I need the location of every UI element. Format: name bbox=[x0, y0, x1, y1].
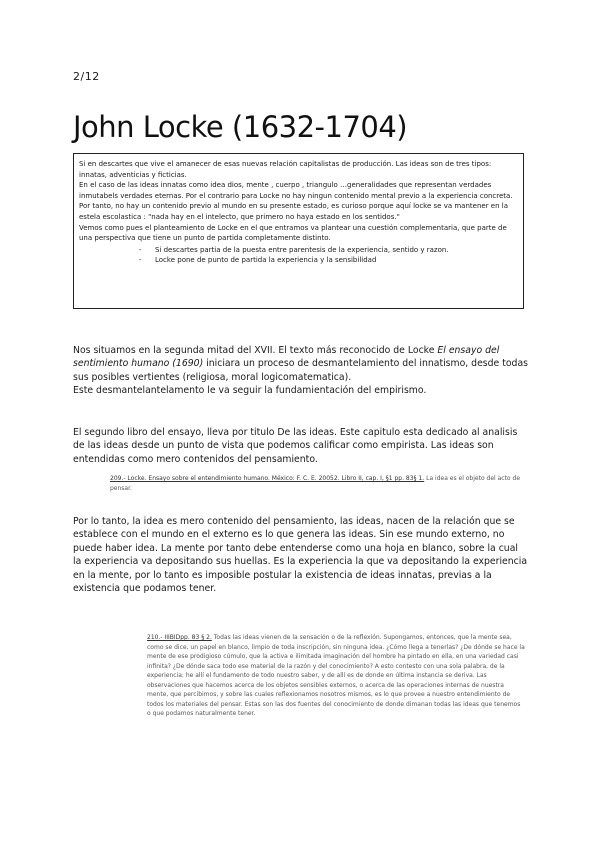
paragraph-text: iniciara un proceso de desmantelamiento del innatismo, desde todas sus posibles vertientes (religiosa, moral logicomatematica). bbox=[73, 358, 529, 383]
footnote-reference: 210.- IIIBIDpp. 83 § 2. bbox=[147, 634, 212, 641]
footnote-210 bbox=[147, 633, 525, 719]
page-number: 2/12 bbox=[73, 70, 100, 83]
summary-box bbox=[73, 153, 524, 309]
footnote-reference: 209.- Locke. Ensayo sobre el entendimiento humano. México: F. C. E. 20052. Libro II, cap. I, §1 pp. 83§ 1. bbox=[110, 475, 425, 482]
summary-paragraph-1: Si en descartes que vive el amanecer de esas nuevas relación capitalistas de producción. Las ideas son de tres tipos: innatas, adventicias y ficticias. bbox=[79, 160, 492, 179]
summary-paragraph-3: Vemos como pues el planteamiento de Locke en el que entramos va plantear una cuestión complementaria, que parte de una perspectiva que tiene un punto de partida completamente distinto. bbox=[79, 223, 507, 243]
book-title: El ensayo del sentimiento humano (1690) bbox=[73, 345, 500, 370]
footnote-text: Todas las ideas vienen de la sensación o de la reflexión. Supongamos, entonces, que la mente sea, como se dice, un papel en blanco, limpio de toda inscripción, sin ninguna idea. ¿Cómo llega a tenerlas? ¿De dónde se hace la mente de ese prodigioso cúmulo, que la activa e ilimitada imaginación del hombre ha pintado en ella, en una variedad casi infinita? ¿De dónde saca todo ese material de la razón y del conocimiento? A esto contesto con una sola palabra, de la experiencia: he allí el fundamento de todo nuestro saber, y de allí es de donde en última instancia se deriva. Las observaciones que hacemos acerca de los objetos sensibles externos, o acerca de las operaciones internas de nuestra mente, que percibimos, y sobre las cuales reflexionamos nosotros mismos, es lo que provee a nuestro entendimiento de todos los materiales del pensar. Estas son las dos fuentes del conocimiento de donde dimanan todas las ideas que tenemos o que podamos naturalmente tener. bbox=[147, 634, 525, 717]
summary-paragraph-2: En el caso de las ideas innatas como idea dios, mente , cuerpo , triangulo …generalidades que representan verdades inmutabels verdades eternas. Por el contrario para Locke no hay ningun contenido mental previo a la experiencia concreta. Por tanto, no hay un contenido previo al mundo en su presente estado, es curioso porque aquí locke se va mantener en la estela escolastica : "nada hay en el intelecto, que primero no haya estado en los sentidos." bbox=[79, 181, 513, 221]
body-paragraph-3: Por lo tanto, la idea es mero contenido del pensamiento, las ideas, nacen de la relación que se establece con el mundo en el externo es lo que genera las ideas. Sin ese mundo externo, no puede haber idea. La mente por tanto debe entenderse como una hoja en blanco, sobre la cual la experiencia va depositando sus huellas. Es la experiencia la que va depositando la experiencia en la mente, por lo tanto es imposible postular la existencia de ideas innatas, previas a la existencia que podamos tener. bbox=[73, 516, 528, 595]
footnote-209 bbox=[110, 474, 525, 493]
footnote-text: La idea es el objeto del acto de pensar. bbox=[110, 475, 521, 492]
summary-bullet-2: - Locke pone de punto de partida la experiencia y la sensibilidad bbox=[79, 255, 518, 266]
summary-bullet-list bbox=[79, 245, 518, 266]
body-paragraph-1 bbox=[73, 344, 528, 398]
paragraph-text: Este desmantelantelamento le va seguir la fundamientación del empirismo. bbox=[73, 385, 427, 397]
paragraph-text: Nos situamos en la segunda mitad del XVII. El texto más reconocido de Locke bbox=[73, 345, 438, 356]
body-paragraph-2: El segundo libro del ensayo, lleva por titulo De las ideas. Este capitulo esta dedicado al analisis de las ideas desde un punto de vista que podemos calificar como empirista. Las ideas son entendidas como mero contenidos del pensamiento. bbox=[73, 427, 518, 465]
page-title: John Locke (1632-1704) bbox=[73, 110, 408, 144]
summary-bullet-1: - Si descartes partia de la puesta entre parentesis de la experiencia, sentido y razon. bbox=[79, 245, 518, 256]
